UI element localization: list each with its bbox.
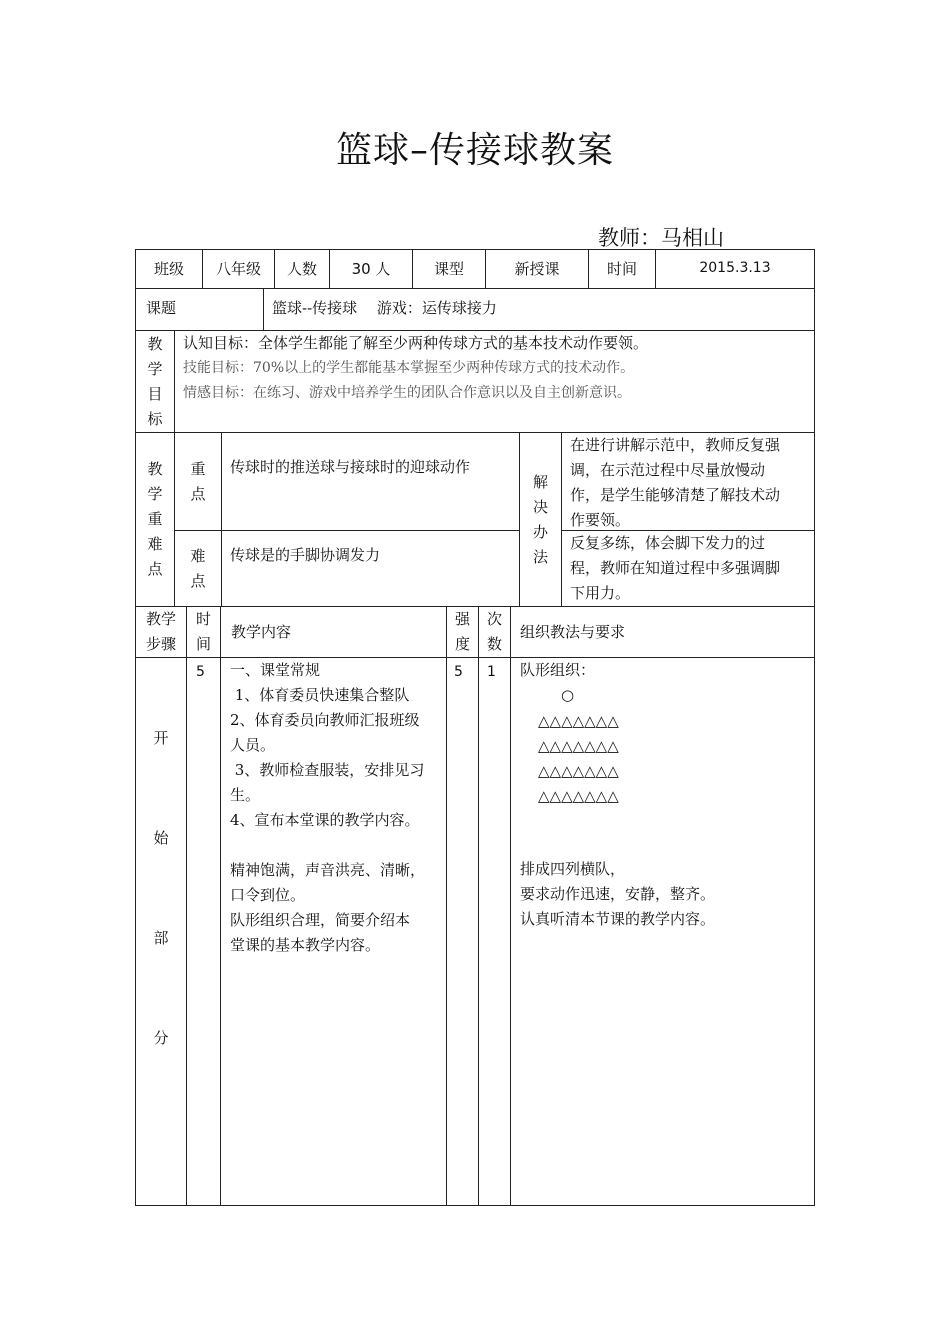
start-content-line: [230, 833, 437, 858]
formation-row: △△△△△△△: [538, 762, 619, 780]
difficult-point-content: 传球是的手脚协调发力: [221, 530, 520, 607]
type-value: 新授课: [485, 249, 589, 289]
start-time: 5: [186, 657, 221, 1206]
header-time-line: 间: [195, 635, 211, 653]
solution-label-char: 解: [532, 472, 548, 491]
method-line: 排成四列横队，: [520, 860, 626, 878]
start-content-line: 生。: [230, 786, 261, 804]
method-line: 认真听清本节课的教学内容。: [520, 910, 716, 928]
header-method: 组织教法与要求: [510, 606, 815, 658]
formation-label: 队形组织：: [520, 661, 596, 679]
solution-label-char: 决: [532, 497, 548, 516]
difficult-point-label-char: 难: [190, 546, 206, 565]
solution-key-line: 作，是学生能够清楚了解技术动: [570, 486, 781, 504]
header-intensity-line: 强: [454, 610, 470, 628]
solution-difficult-content: [561, 530, 815, 607]
start-section-label: [135, 657, 187, 1206]
header-step-line: 步骤: [145, 635, 176, 653]
start-label-char: 始: [153, 829, 169, 847]
count-label: 人数: [274, 249, 330, 289]
time-label: 时间: [588, 249, 656, 289]
header-step: [135, 606, 187, 658]
start-content-line: 4、宣布本堂课的教学内容。: [230, 811, 420, 829]
skill-goal: 技能目标：70%以上的学生都能基本掌握至少两种传球方式的技术动作。: [183, 360, 635, 376]
key-point-content: 传球时的推送球与接球时的迎球动作: [221, 432, 520, 531]
start-label-char: 部: [153, 929, 169, 947]
formation-row: △△△△△△△: [538, 787, 619, 805]
document-title: 篮球–传接球教案: [335, 130, 614, 171]
topic-value: 篮球--传接球 游戏：运传球接力: [263, 288, 815, 331]
solution-label: [519, 432, 562, 607]
formation-row: △△△△△△△: [538, 712, 619, 730]
solution-difficult-line: 下用力。: [570, 584, 631, 602]
solution-key-line: 调，在示范过程中尽量放慢动: [570, 461, 766, 479]
start-content-line: 一、课堂常规: [230, 661, 321, 679]
solution-key-content: [561, 432, 815, 531]
start-content-line: 精神饱满，声音洪亮、清晰，: [230, 861, 426, 879]
goals-content: [174, 330, 815, 433]
start-content-line: 人员。: [230, 736, 276, 754]
header-intensity: [446, 606, 479, 658]
teacher-name: 教师：马相山: [598, 226, 724, 250]
start-content: [220, 657, 447, 1206]
solution-difficult-line: 程，教师在知道过程中多强调脚: [570, 559, 781, 577]
solution-label-char: 法: [532, 547, 548, 566]
key-point-label: [174, 432, 222, 531]
difficult-point-label-char: 点: [190, 571, 206, 590]
start-content-line: 队形组织合理，简要介绍本: [230, 911, 411, 929]
difficult-point-label: [174, 530, 222, 607]
goals-label: [135, 330, 175, 433]
solution-label-char: 办: [532, 522, 548, 541]
solution-difficult-line: 反复多练，体会脚下发力的过: [570, 534, 766, 552]
key-point-label-char: 点: [190, 484, 206, 503]
keypoints-label-char: 教: [147, 460, 163, 478]
cognitive-goal: 认知目标：全体学生都能了解至少两种传球方式的基本技术动作要领。: [183, 334, 649, 352]
topic-label: 课题: [135, 288, 264, 331]
keypoints-label-char: 点: [147, 560, 163, 578]
keypoints-label-char: 难: [147, 535, 163, 553]
start-label-char: 分: [153, 1029, 169, 1047]
teacher-position-mark: ○: [561, 686, 575, 704]
count-value: 30 人: [329, 249, 413, 289]
keypoints-label-char: 重: [147, 510, 163, 528]
start-content-line: 堂课的基本教学内容。: [230, 936, 381, 954]
class-label: 班级: [135, 249, 203, 289]
header-time-line: 时: [195, 610, 211, 628]
header-times: [478, 606, 511, 658]
goals-label-char: 标: [147, 409, 163, 428]
header-intensity-line: 度: [454, 635, 470, 653]
start-content-line: 2、体育委员向教师汇报班级: [230, 711, 420, 729]
header-times-line: 次: [486, 610, 502, 628]
header-time: [186, 606, 221, 658]
goals-label-char: 学: [147, 359, 163, 378]
time-value: 2015.3.13: [655, 249, 815, 289]
keypoints-label: [135, 432, 175, 607]
start-intensity: 5: [446, 657, 479, 1206]
start-label-char: 开: [153, 729, 169, 747]
formation-row: △△△△△△△: [538, 737, 619, 755]
start-method: [510, 657, 815, 1206]
solution-key-line: 在进行讲解示范中，教师反复强: [570, 436, 781, 454]
goals-label-char: 目: [147, 384, 163, 403]
method-line: 要求动作迅速，安静，整齐。: [520, 885, 716, 903]
start-content-line: 3、教师检查服装，安排见习: [230, 761, 425, 779]
header-times-line: 数: [486, 635, 502, 653]
start-content-line: 口令到位。: [230, 886, 306, 904]
start-times: 1: [478, 657, 511, 1206]
start-content-line: 1、体育委员快速集合整队: [230, 686, 410, 704]
type-label: 课型: [412, 249, 486, 289]
class-value: 八年级: [202, 249, 275, 289]
header-content: 教学内容: [220, 606, 447, 658]
emotion-goal: 情感目标：在练习、游戏中培养学生的团队合作意识以及自主创新意识。: [183, 385, 631, 401]
key-point-label-char: 重: [190, 459, 206, 478]
header-step-line: 教学: [145, 610, 176, 628]
keypoints-label-char: 学: [147, 485, 163, 503]
goals-label-char: 教: [147, 334, 163, 353]
solution-key-line: 作要领。: [570, 511, 631, 529]
